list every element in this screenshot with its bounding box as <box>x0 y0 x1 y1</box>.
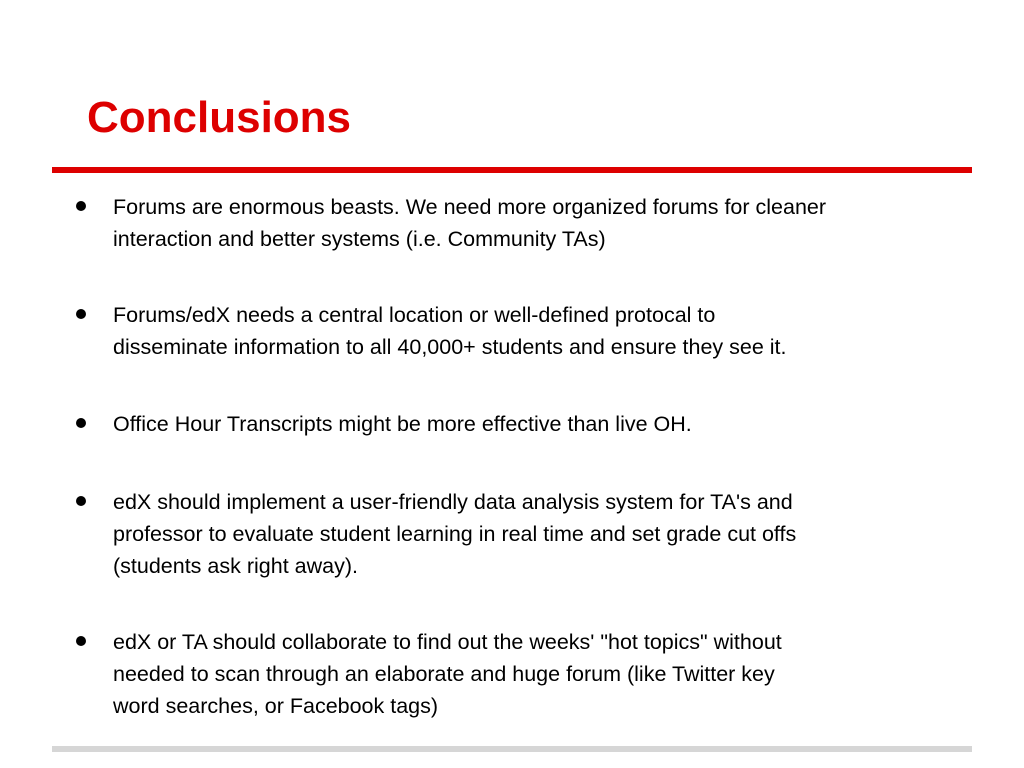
bullet-line: Forums/edX needs a central location or well-defined protocal to <box>113 303 716 327</box>
bullet-dot-icon <box>76 496 86 506</box>
bullet-dot-icon <box>76 636 86 646</box>
bullet-dot-icon <box>76 201 86 211</box>
bullet-dot-icon <box>76 309 86 319</box>
bullet-line: disseminate information to all 40,000+ students and ensure they see it. <box>113 335 787 359</box>
bullet-line: Forums are enormous beasts. We need more organized forums for cleaner <box>113 195 827 219</box>
bullet-line: edX or TA should collaborate to find out the weeks' "hot topics" without <box>113 630 782 654</box>
bullet-line: professor to evaluate student learning in real time and set grade cut offs <box>113 522 797 546</box>
bullet-line: Office Hour Transcripts might be more effective than live OH. <box>113 412 692 436</box>
slide-title: Conclusions <box>87 93 352 142</box>
bullet-line: word searches, or Facebook tags) <box>113 694 439 718</box>
bullet-line: edX should implement a user-friendly data analysis system for TA's and <box>113 490 793 514</box>
footer-divider <box>52 746 972 752</box>
bullet-line: interaction and better systems (i.e. Community TAs) <box>113 227 606 251</box>
bullet-line: (students ask right away). <box>113 554 358 578</box>
bullet-line: needed to scan through an elaborate and huge forum (like Twitter key <box>113 662 775 686</box>
bullet-dot-icon <box>76 418 86 428</box>
